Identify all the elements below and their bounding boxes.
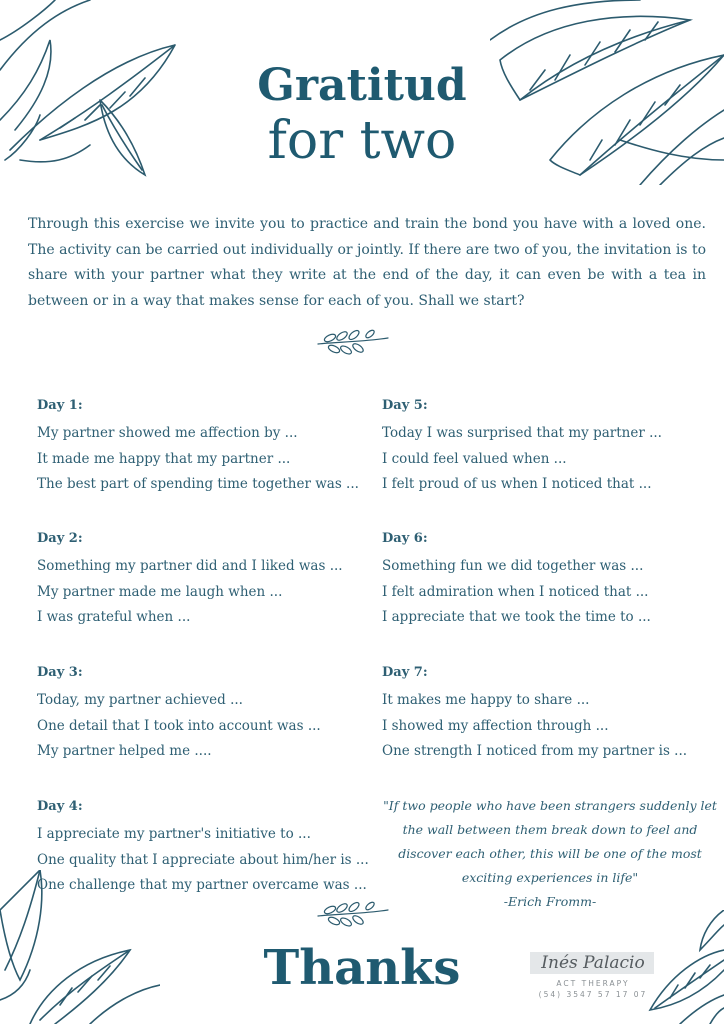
day-2-block <box>37 529 343 631</box>
prompt-line: I appreciate my partner's initiative to ... <box>37 826 311 842</box>
quote-block <box>382 794 718 914</box>
brand-logo <box>528 948 658 1000</box>
prompt-line: I showed my affection through ... <box>382 717 609 734</box>
intro-paragraph: Through this exercise we invite you to practice and train the bond you have with a loved one. The activity can be carried out individually or jointly. If there are two of you, the invitation is to share with your partner what they write at the end of the day, it can even be with a tea in between or in a way that makes sense for each of you. Shall we start? <box>28 216 706 309</box>
day-7-block <box>382 663 687 765</box>
prompt-line: One detail that I took into account was ... <box>37 717 321 734</box>
sprig-icon-top <box>316 328 390 358</box>
day-label: Day 2: <box>37 531 83 546</box>
day-3-block <box>37 663 321 765</box>
prompt-line: Today I was surprised that my partner ... <box>382 425 662 441</box>
quote-line: "If two people who have been strangers suddenly let <box>383 798 717 813</box>
prompt-line: The best part of spending time together was ... <box>37 476 359 492</box>
prompt-line: Something my partner did and I liked was ... <box>37 558 343 574</box>
day-6-block <box>382 529 651 631</box>
brand-name: Inés Palacio <box>541 953 645 973</box>
prompt-line: Something fun we did together was ... <box>382 558 644 574</box>
day-label: Day 5: <box>382 398 428 413</box>
brand-phone: (54) 3547 57 17 07 <box>538 990 648 999</box>
prompt-line: I felt admiration when I noticed that ... <box>382 583 649 600</box>
prompt-line: One strength I noticed from my partner is ... <box>382 743 688 759</box>
prompt-line: One quality that I appreciate about him/her is ... <box>37 851 369 868</box>
prompt-line: One challenge that my partner overcame was ... <box>37 877 367 893</box>
prompt-line: I appreciate that we took the time to ... <box>382 609 651 625</box>
brand-subtitle: ACT THERAPY <box>556 979 630 988</box>
prompt-line: It makes me happy to share ... <box>382 692 590 708</box>
prompt-line: I could feel valued when ... <box>382 450 567 467</box>
page-subtitle: for two <box>267 111 457 171</box>
day-label: Day 1: <box>37 398 83 413</box>
prompt-line: I was grateful when ... <box>37 609 191 625</box>
prompt-line: My partner helped me .... <box>37 743 212 759</box>
day-5-block <box>382 396 662 498</box>
prompt-line: It made me happy that my partner ... <box>37 450 291 467</box>
page-title: Gratitud <box>257 60 467 111</box>
day-label: Day 7: <box>382 665 428 680</box>
quote-line: exciting experiences in life" <box>461 870 639 885</box>
thanks-heading: Thanks <box>263 940 461 996</box>
day-label: Day 3: <box>37 665 83 680</box>
prompt-line: Today, my partner achieved ... <box>37 692 243 708</box>
quote-author: -Erich Fromm- <box>503 894 597 909</box>
sprig-icon-bottom <box>316 900 390 930</box>
prompt-line: My partner made me laugh when ... <box>37 583 283 600</box>
day-1-block <box>37 396 359 498</box>
quote-line: discover each other, this will be one of the most <box>398 846 702 861</box>
prompt-line: My partner showed me affection by ... <box>37 425 298 441</box>
day-label: Day 4: <box>37 799 83 814</box>
day-label: Day 6: <box>382 531 428 546</box>
prompt-line: I felt proud of us when I noticed that ... <box>382 476 652 492</box>
quote-line: the wall between them break down to feel and <box>402 822 698 837</box>
